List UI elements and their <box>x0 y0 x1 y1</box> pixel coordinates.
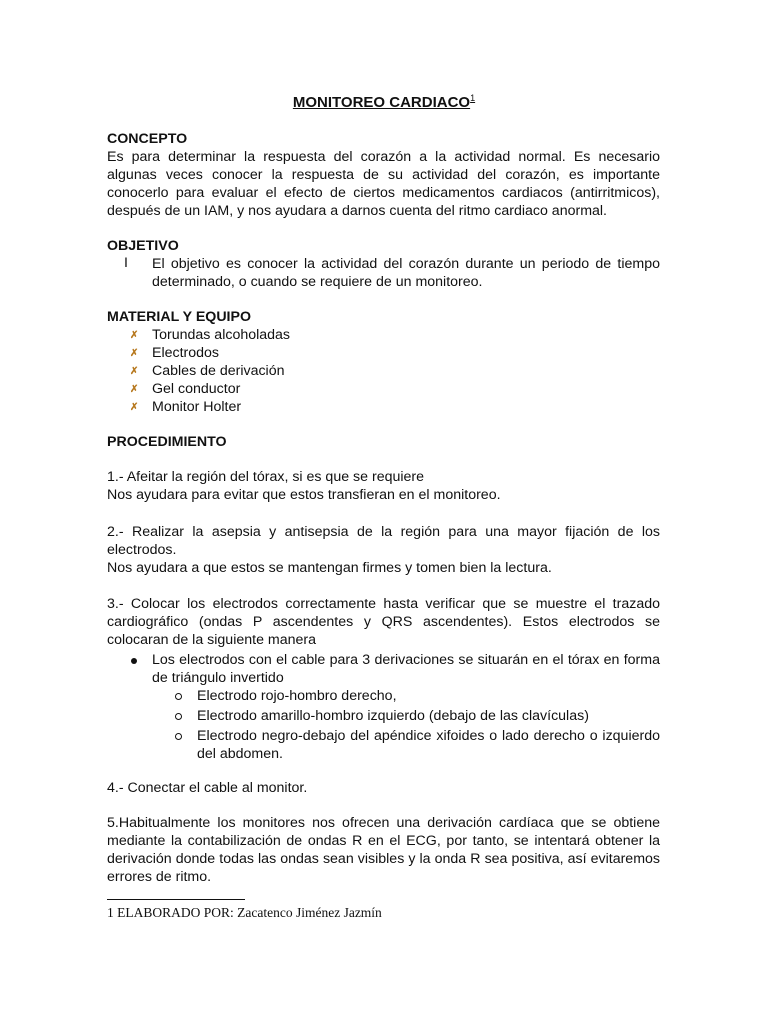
list-item: ✗ Gel conductor <box>130 381 241 397</box>
circle-bullet-icon <box>175 713 182 720</box>
section-concepto <box>107 130 660 220</box>
step-3-bullet: Los electrodos con el cable para 3 derivaciones se situarán en el tórax en forma de triángulo invertido <box>107 651 660 687</box>
x-bullet-icon: ✗ <box>130 348 139 359</box>
material-heading: MATERIAL Y EQUIPO <box>107 309 252 325</box>
concepto-text: Es para determinar la respuesta del corazón a la actividad normal. Es necesario algunas veces conocer la respuesta de su actividad del corazón, es importante conocerlo para evaluar el efecto de ciertos medicamentos cardiacos (antirritmicos), después de un IAM, y nos ayudara a darnos cuenta del ritmo cardiaco anormal. <box>107 149 660 219</box>
circle-bullet-icon <box>175 693 182 700</box>
sub-item: Electrodo rojo-hombro derecho, <box>107 687 660 705</box>
step-2 <box>107 523 660 577</box>
footnote: 1 ELABORADO POR: Zacatenco Jiménez Jazmín <box>107 905 382 920</box>
step-1-line-1: 1.- Afeitar la región del tórax, si es que se requiere <box>107 469 425 485</box>
step-4: 4.- Conectar el cable al monitor. <box>107 780 308 796</box>
footnote-divider <box>107 899 245 900</box>
title-footnote-mark: 1 <box>470 93 476 103</box>
step-5: 5.Habitualmente los monitores nos ofrecen una derivación cardíaca que se obtiene mediante la contabilización de ondas R en el ECG, por tanto, se intentará obtener la derivación donde todas las ondas sean visibles y la onda R sea positiva, así evitaremos errores de ritmo. <box>107 815 660 885</box>
circle-bullet-icon <box>175 733 182 740</box>
step-3-text: 3.- Colocar los electrodos correctamente hasta verificar que se muestre el trazado cardiográfico (ondas P ascendentes y QRS ascendentes). Estos electrodos se colocaran de la siguiente manera <box>107 596 660 648</box>
section-objetivo <box>107 237 660 291</box>
sub-item: Electrodo amarillo-hombro izquierdo (debajo de las clavículas) <box>107 707 660 725</box>
step-2-line-2: Nos ayudara a que estos se mantengan firmes y tomen bien la lectura. <box>107 560 552 576</box>
step-2-line-1: 2.- Realizar la asepsia y antisepsia de la región para una mayor fijación de los electrodos. <box>107 524 660 558</box>
list-item: ✗ Monitor Holter <box>130 399 242 415</box>
section-material <box>107 308 660 416</box>
step-1-line-2: Nos ayudara para evitar que estos transfieran en el monitoreo. <box>107 487 501 503</box>
step-3 <box>107 595 660 763</box>
page-title <box>0 93 768 111</box>
x-bullet-icon: ✗ <box>130 384 139 395</box>
x-bullet-icon: ✗ <box>130 402 139 413</box>
roman-marker: I <box>124 255 128 271</box>
objetivo-heading: OBJETIVO <box>107 238 179 254</box>
x-bullet-icon: ✗ <box>130 366 139 377</box>
list-item: ✗ Cables de derivación <box>130 363 285 379</box>
sub-item: Electrodo negro-debajo del apéndice xifoides o lado derecho o izquierdo del abdomen. <box>107 727 660 763</box>
procedimiento-heading: PROCEDIMIENTO <box>107 434 227 450</box>
title-text: MONITOREO CARDIACO <box>292 94 471 111</box>
list-item: ✗ Electrodos <box>130 345 220 361</box>
list-item: ✗ Torundas alcoholadas <box>130 327 291 343</box>
material-list <box>107 326 660 416</box>
disc-bullet-icon <box>131 658 137 664</box>
step-1 <box>107 468 660 504</box>
objetivo-item <box>107 255 660 291</box>
objetivo-text: El objetivo es conocer la actividad del corazón durante un periodo de tiempo determinado, o cuando se requiere de un monitoreo. <box>152 256 660 290</box>
x-bullet-icon: ✗ <box>130 330 139 341</box>
concepto-heading: CONCEPTO <box>107 131 188 147</box>
